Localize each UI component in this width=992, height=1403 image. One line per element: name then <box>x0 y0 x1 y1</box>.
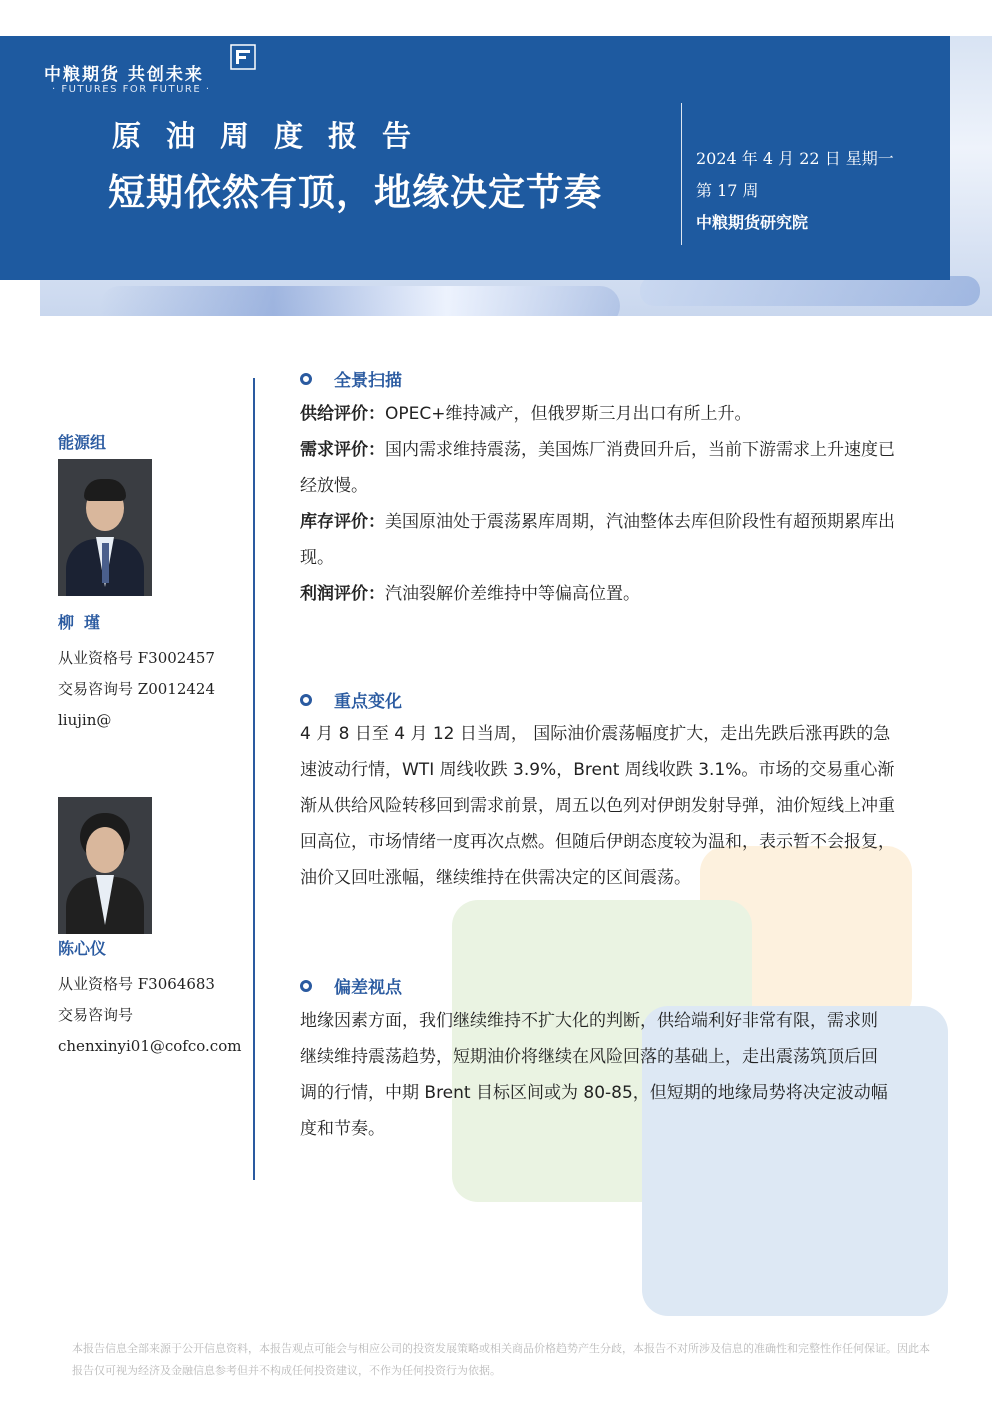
brand-logo-slogan: · FUTURES FOR FUTURE · <box>52 84 211 95</box>
analyst-info <box>58 969 248 1062</box>
header-divider <box>681 103 682 245</box>
overview-item-text: OPEC+维持减产，但俄罗斯三月出口有所上升。 <box>385 404 752 424</box>
analyst-license: 从业资格号 F3002457 <box>58 649 215 667</box>
analyst-license: 从业资格号 F3064683 <box>58 975 215 993</box>
team-name: 能源组 <box>58 433 107 452</box>
analyst-name: 柳瑾 <box>58 613 111 632</box>
overview-item <box>300 396 900 432</box>
overview-list <box>300 396 900 612</box>
report-date: 2024 年 4 月 22 日 星期一 <box>696 149 894 168</box>
research-institute: 中粮期货研究院 <box>696 213 809 232</box>
light-streak <box>640 276 980 306</box>
light-streak <box>100 286 620 316</box>
changes-paragraph: 4 月 8 日至 4 月 12 日当周， 国际油价震荡幅度扩大，走出先跌后涨再跌的急速波动行情，WTI 周线收跌 3.9%，Brent 周线收跌 3.1%。市场的交易重心渐渐从供给风险转移回到需求前景，周五以色列对伊朗发射导弹，油价短线上冲重回高位，市场情绪一度再次点燃。但随后伊朗态度较为温和，表示暂不会报复，油价又回吐涨幅，继续维持在供需决定的区间震荡。 <box>300 724 895 888</box>
section-overview-header <box>300 366 402 391</box>
section-title: 全景扫描 <box>334 371 402 391</box>
report-type: 原油周度报告 <box>112 119 437 153</box>
overview-item <box>300 432 900 504</box>
overview-item-label: 利润评价： <box>300 584 385 604</box>
section-title: 偏差视点 <box>334 978 402 998</box>
overview-item-text: 美国原油处于震荡累库周期，汽油整体去库但阶段性有超预期累库出现。 <box>300 512 895 568</box>
bullet-circle-icon <box>300 373 312 385</box>
disclaimer: 本报告信息全部来源于公开信息资料，本报告观点可能会与相应公司的投资发展策略或相关商品价格趋势产生分歧，本报告不对所涉及信息的准确性和完整性作任何保证。因此本报告仅可视为经济及金融信息参考但并不构成任何投资建议，不作为任何投资行为依据。 <box>72 1342 930 1377</box>
section-view-header <box>300 973 402 998</box>
section-changes-header <box>300 687 402 712</box>
analyst-name: 陈心仪 <box>58 939 107 958</box>
overview-item <box>300 504 900 576</box>
overview-item-label: 库存评价： <box>300 512 385 532</box>
analyst-photo <box>58 459 152 596</box>
analyst-consult-id: 交易咨询号 <box>58 1006 134 1024</box>
report-title: 短期依然有顶，地缘决定节奏 <box>108 170 602 214</box>
bullet-circle-icon <box>300 694 312 706</box>
brand-logo-icon <box>230 44 256 70</box>
bullet-circle-icon <box>300 980 312 992</box>
sidebar-divider <box>253 378 255 1180</box>
analyst-email[interactable]: chenxinyi01@cofco.com <box>58 1037 242 1055</box>
overview-item-label: 供给评价： <box>300 404 385 424</box>
view-paragraph: 地缘因素方面，我们继续维持不扩大化的判断，供给端利好非常有限，需求则继续维持震荡趋势，短期油价将继续在风险回落的基础上，走出震荡筑顶后回调的行情，中期 Brent 目标区间或为 80-85，但短期的地缘局势将决定波动幅度和节奏。 <box>300 1011 888 1139</box>
analyst-info <box>58 643 248 736</box>
brand-logo-text: 中粮期货 共创未来 <box>44 65 204 85</box>
analyst-consult-id: 交易咨询号 Z0012424 <box>58 680 215 698</box>
section-title: 重点变化 <box>334 692 402 712</box>
overview-item-label: 需求评价： <box>300 440 385 460</box>
overview-item <box>300 576 900 612</box>
analyst-photo <box>58 797 152 934</box>
analyst-email[interactable]: liujin@ <box>58 711 112 729</box>
overview-item-text: 汽油裂解价差维持中等偏高位置。 <box>385 584 640 604</box>
overview-item-text: 国内需求维持震荡，美国炼厂消费回升后，当前下游需求上升速度已经放慢。 <box>300 440 895 496</box>
report-week: 第 17 周 <box>696 181 759 200</box>
